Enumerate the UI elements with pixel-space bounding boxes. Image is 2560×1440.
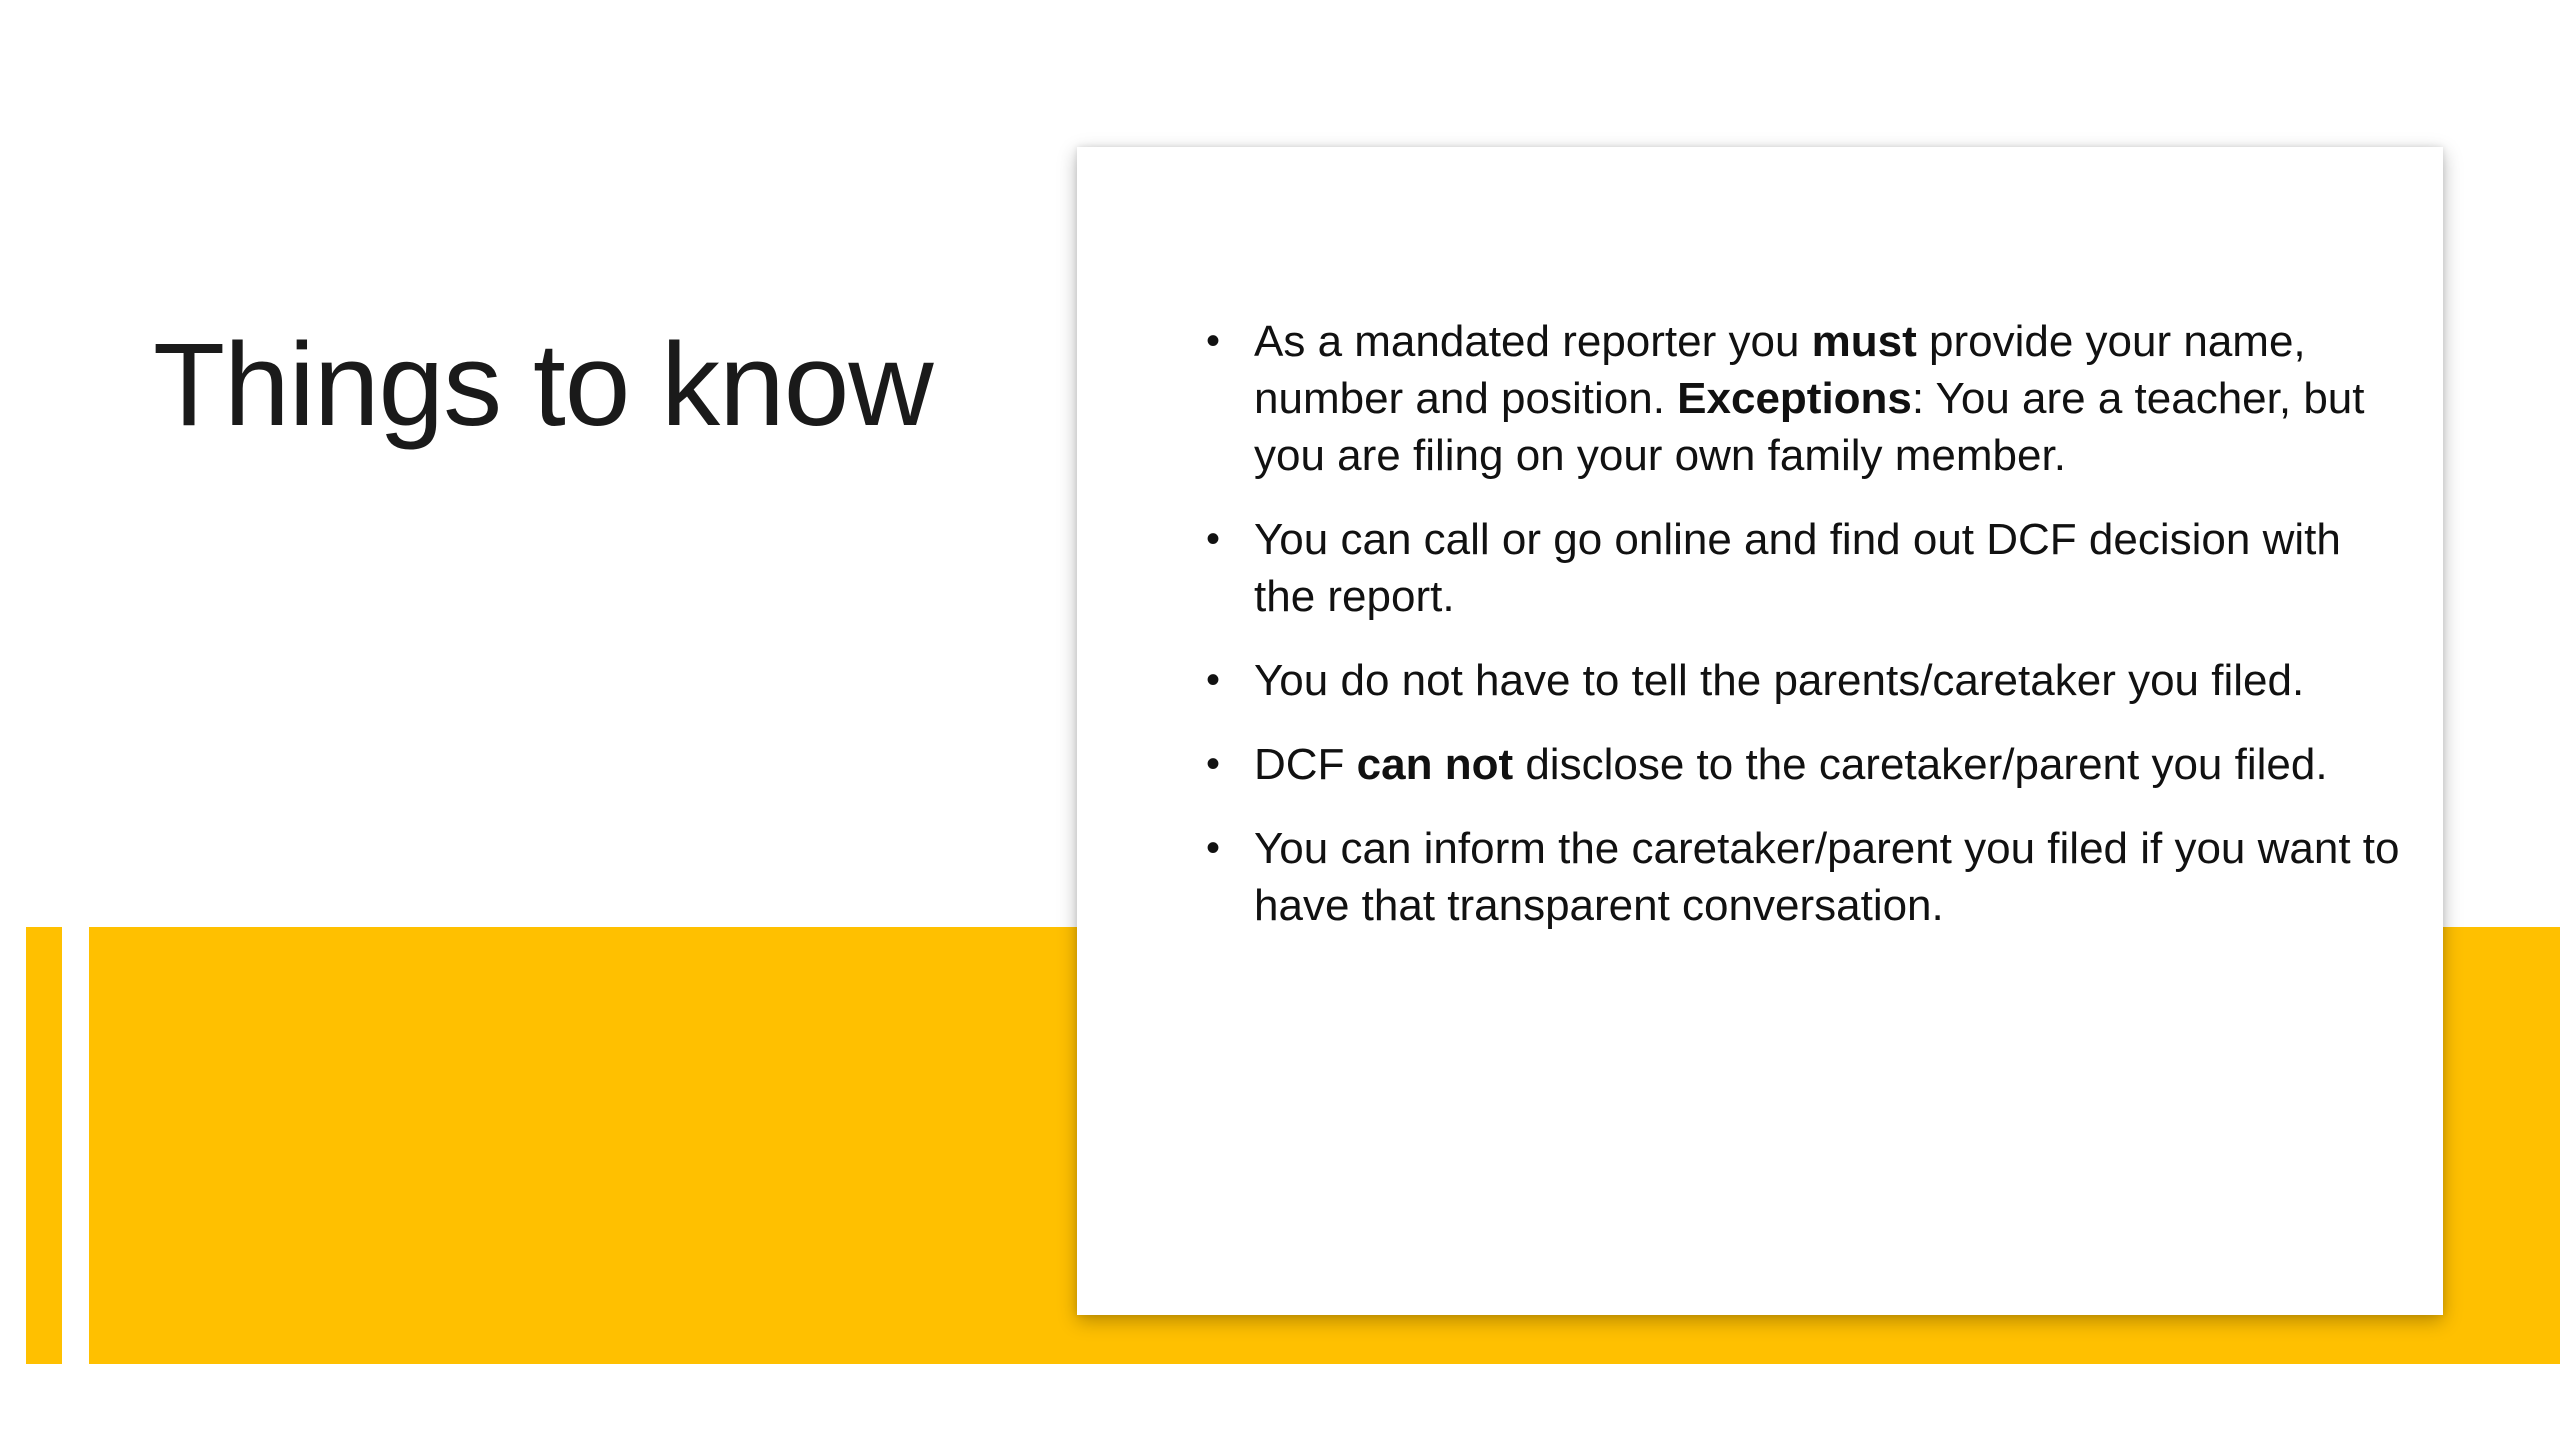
slide-title: Things to know bbox=[153, 319, 933, 451]
bullet-run: disclose to the caretaker/parent you filed. bbox=[1513, 740, 2328, 789]
bullet-run: DCF bbox=[1254, 740, 1357, 789]
bullet-run: You do not have to tell the parents/caretaker you filed. bbox=[1254, 656, 2305, 705]
bullet-run: provide your name, number and position. bbox=[1254, 317, 2306, 423]
bullet-item bbox=[1206, 820, 2414, 934]
bullet-emphasis: Exceptions bbox=[1677, 374, 1912, 423]
bullet-item bbox=[1206, 511, 2414, 625]
content-card bbox=[1077, 147, 2443, 1315]
bullet-run: You can call or go online and find out DCF decision with the report. bbox=[1254, 515, 2341, 621]
bullet-marker: • bbox=[1206, 742, 1221, 786]
bullet-emphasis: must bbox=[1811, 317, 1917, 366]
accent-thin-bar bbox=[26, 927, 62, 1364]
bullet-text bbox=[1254, 515, 2341, 621]
bullet-item bbox=[1206, 313, 2414, 484]
bullet-text bbox=[1254, 656, 2304, 705]
bullet-run: As a mandated reporter you bbox=[1254, 317, 1812, 366]
bullet-item bbox=[1206, 652, 2414, 709]
bullet-marker: • bbox=[1206, 658, 1221, 702]
bullet-list bbox=[1206, 313, 2414, 961]
bullet-run: You can inform the caretaker/parent you filed if you want to have that transparent conversation. bbox=[1254, 824, 2400, 930]
bullet-text bbox=[1254, 317, 2365, 480]
bullet-text bbox=[1254, 740, 2328, 789]
bullet-marker: • bbox=[1206, 517, 1221, 561]
bullet-marker: • bbox=[1206, 319, 1221, 363]
bullet-emphasis: can not bbox=[1356, 740, 1514, 789]
bullet-marker: • bbox=[1206, 826, 1221, 870]
bullet-run: : You are a teacher, but you are filing on your own family member. bbox=[1254, 374, 2365, 480]
bullet-text bbox=[1254, 824, 2399, 930]
bullet-item bbox=[1206, 736, 2414, 793]
